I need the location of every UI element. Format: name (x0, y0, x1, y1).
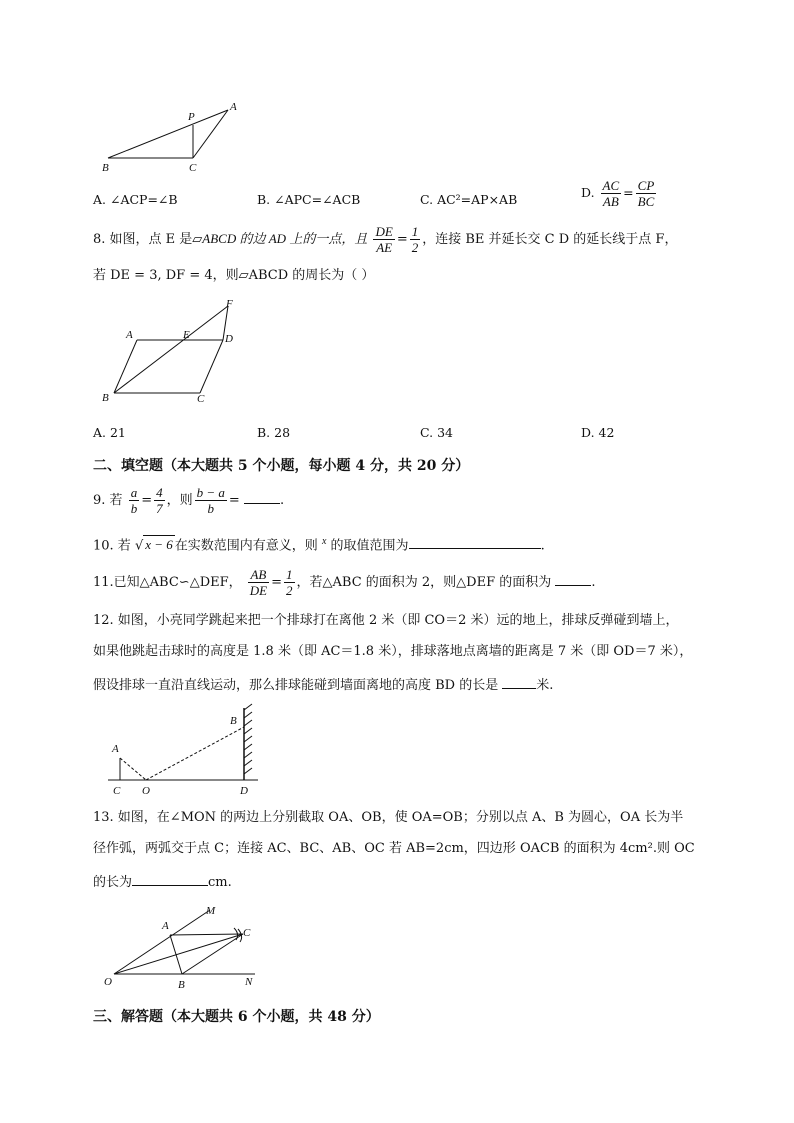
figure-q13 (100, 902, 265, 994)
q7-d-fraction-2: $\frac{CP}{BC}$ (637, 178, 655, 209)
q9-answer-blank[interactable] (244, 490, 280, 504)
q13-line-3: 的长为 cm. (93, 872, 232, 892)
label-F: F (226, 298, 233, 310)
q7-option-d-prefix: D. (581, 185, 595, 200)
label-P: P (188, 111, 195, 123)
q12-line-3: 假设排球一直沿直线运动，那么排球能碰到墙面离地的高度 BD 的长是 米. (93, 675, 553, 695)
q12-answer-blank[interactable] (502, 675, 536, 689)
q9: 9. 若 $\frac{a}{b}$ = $\frac{4}{7}$ ，则 $\frac{b - a}{b}$ = . (93, 485, 285, 516)
label-D: D (240, 785, 248, 797)
label-C: C (189, 162, 197, 174)
q8-fraction-1: $\frac{DE}{AE}$ (375, 224, 393, 255)
q8-line-2: 若 DE = 3, DF = 4，则▱ABCD 的周长为（ ） (93, 268, 375, 283)
q10-variable: x (321, 536, 327, 547)
q7-option-d (581, 178, 658, 209)
label-A: A (112, 743, 119, 755)
label-A: A (230, 101, 237, 113)
label-E: E (183, 329, 190, 341)
label-C: C (243, 927, 251, 939)
q13-answer-blank[interactable] (132, 872, 208, 886)
figure-q7 (98, 98, 248, 176)
label-B: B (102, 162, 109, 174)
q9-fraction-2: $\frac{4}{7}$ (156, 485, 163, 516)
q8-option-c: C. 34 (420, 425, 453, 440)
label-C: C (113, 785, 121, 797)
label-O: O (104, 976, 112, 988)
q10-answer-blank[interactable] (409, 535, 541, 549)
q7-d-fraction-1: $\frac{AC}{AB}$ (602, 178, 620, 209)
q13-line-2: 径作弧，两弧交于点 C；连接 AC、BC、AB、OC 若 AB=2cm，四边形 OACB 的面积为 4cm².则 OC (93, 841, 695, 856)
label-M: M (206, 905, 216, 917)
q8-fraction-2: $\frac{1}{2}$ (411, 224, 419, 255)
label-O: O (142, 785, 150, 797)
label-A: A (162, 920, 169, 932)
q8-option-d: D. 42 (581, 425, 615, 440)
q11-fraction-1: $\frac{AB}{DE}$ (249, 567, 268, 598)
q12-line-1: 12. 如图，小亮同学跳起来把一个排球打在离他 2 米（即 CO＝2 米）远的地上，排球反弹碰到墙上， (93, 613, 679, 628)
section-3-heading: 三、解答题（本大题共 6 个小题，共 48 分） (93, 1009, 380, 1025)
q9-fraction-3: $\frac{b - a}{b}$ (196, 485, 225, 516)
q13-line-1: 13. 如图，在∠MON 的两边上分别截取 OA、OB，使 OA=OB；分别以点 A、B 为圆心，OA 长为半 (93, 810, 684, 825)
q7-option-b: B. ∠APC=∠ACB (257, 192, 361, 207)
q11-fraction-2: $\frac{1}{2}$ (286, 567, 293, 598)
q11-answer-blank[interactable] (555, 572, 591, 586)
q10-radicand: x − 6 (145, 537, 173, 553)
section-2-heading: 二、填空题（本大题共 5 个小题，每小题 4 分，共 20 分） (93, 458, 470, 474)
figure-q8 (98, 298, 248, 408)
sqrt-sign: √ (134, 538, 144, 554)
q7-option-a: A. ∠ACP=∠B (93, 192, 178, 207)
q10: 10. 若 √ x − 6 在实数范围内有意义，则 $^x$ 的取值范围为 . (93, 536, 545, 554)
label-B: B (178, 979, 185, 991)
q11: 11.已知△ABC∽△DEF， $\frac{AB}{DE}$ = $\frac{1}{2}$ ，若△ABC 的面积为 2，则△DEF 的面积为 . (93, 567, 596, 598)
label-B: B (230, 715, 237, 727)
q12-line-2: 如果他跳起击球时的高度是 1.8 米（即 AC＝1.8 米），排球落地点离墙的距离是 7 米（即 OD＝7 米）， (93, 644, 693, 659)
q8-line-1: 8. 如图，点 E 是▱ABCD 的边 AD 上的一点，且 $\frac{DE}{AE}$ = $\frac{1}{2}$ ，连接 BE 并延长交 C D 的延长线于点 F， (93, 224, 678, 255)
q7-option-c: C. AC²=AP×AB (420, 192, 518, 207)
label-D: D (225, 333, 233, 345)
q8-option-b: B. 28 (257, 425, 291, 440)
q9-fraction-1: $\frac{a}{b}$ (130, 485, 138, 516)
q7-d-eq: = (623, 185, 634, 200)
label-A: A (126, 329, 133, 341)
label-B: B (102, 392, 109, 404)
figure-q12 (104, 700, 264, 802)
label-N: N (245, 976, 253, 988)
label-C: C (197, 393, 205, 405)
q8-option-a: A. 21 (93, 425, 126, 440)
